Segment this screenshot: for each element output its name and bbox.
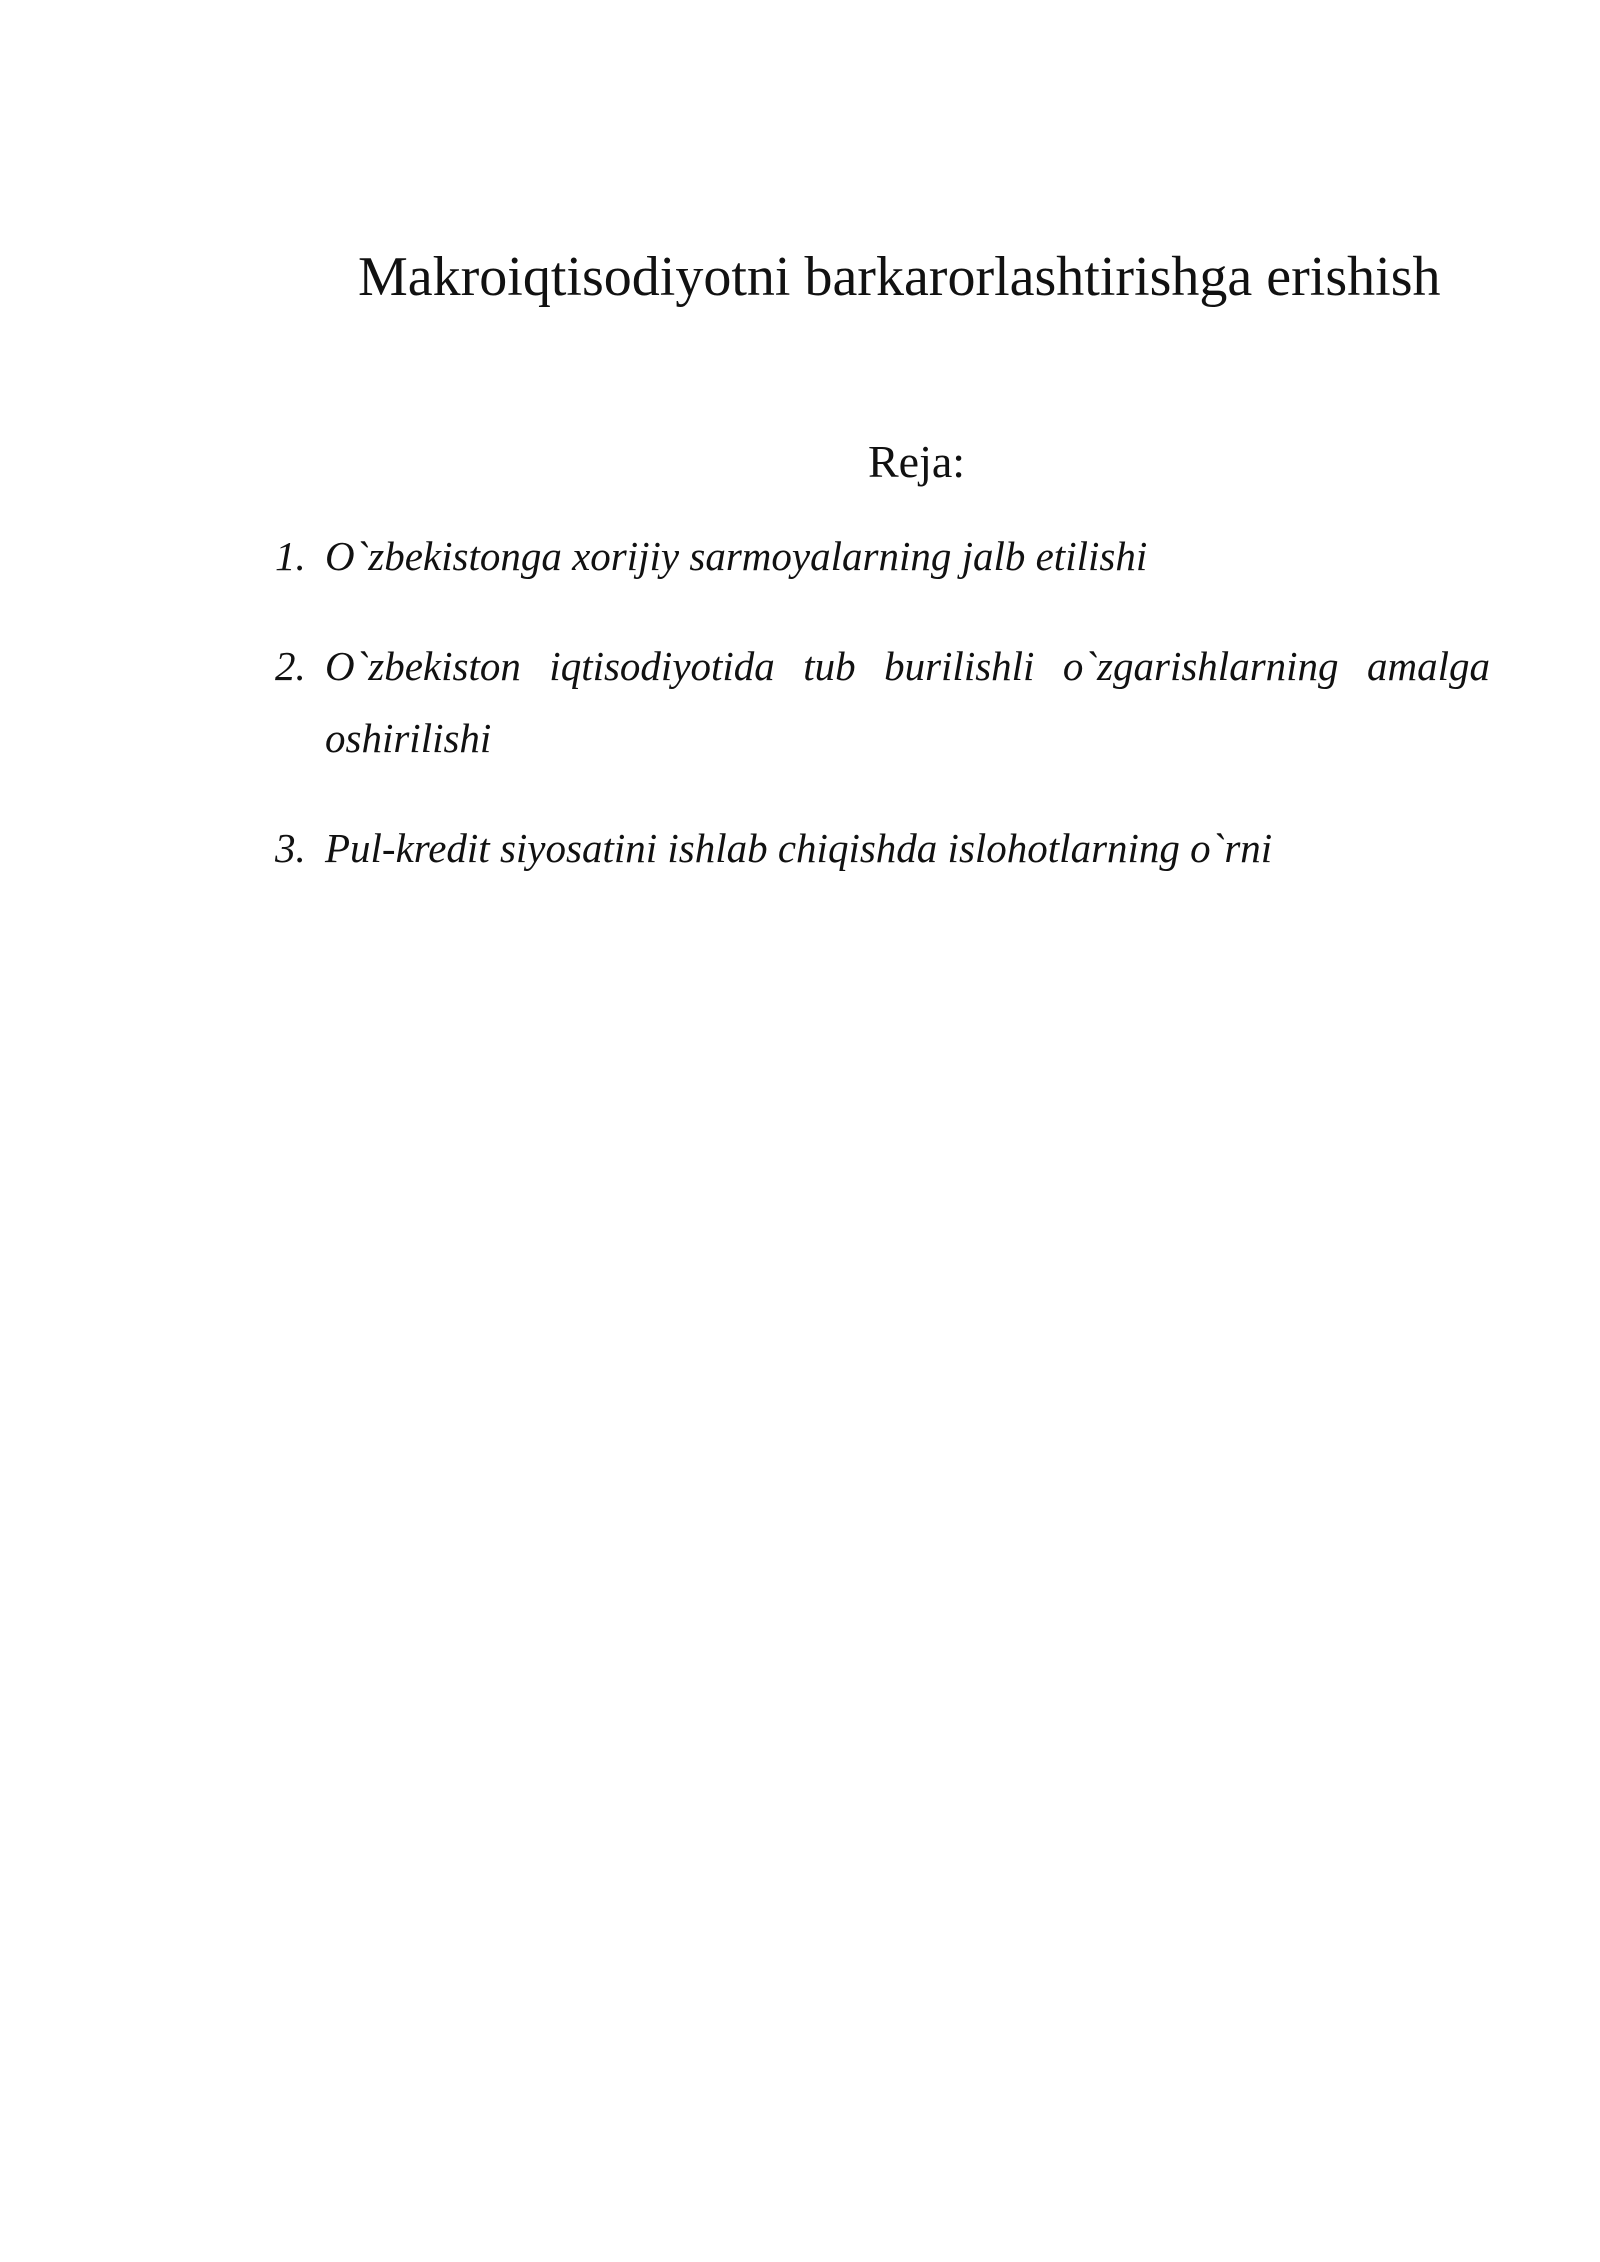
plan-list bbox=[275, 520, 1490, 922]
plan-item-number: 3. bbox=[275, 825, 306, 871]
plan-item-text: Pul-kredit siyosatini ishlab chiqishda islohotlarning o`rni bbox=[325, 825, 1273, 871]
plan-item-text-line-2: oshirilishi bbox=[325, 715, 492, 761]
plan-item-1 bbox=[275, 520, 1490, 592]
plan-item-2 bbox=[275, 630, 1490, 774]
document-title: Makroiqtisodiyotni barkarorlashtirishga erishish bbox=[358, 246, 1441, 308]
plan-item-number: 2. bbox=[275, 643, 306, 689]
plan-item-number: 1. bbox=[275, 533, 306, 579]
plan-heading: Reja: bbox=[868, 436, 966, 487]
plan-item-3 bbox=[275, 812, 1490, 884]
plan-item-text-line-1: O`zbekiston iqtisodiyotida tub burilishli o`zgarishlarning amalga bbox=[325, 643, 1490, 689]
plan-item-text: O`zbekistonga xorijiy sarmoyalarning jalb etilishi bbox=[325, 533, 1148, 579]
